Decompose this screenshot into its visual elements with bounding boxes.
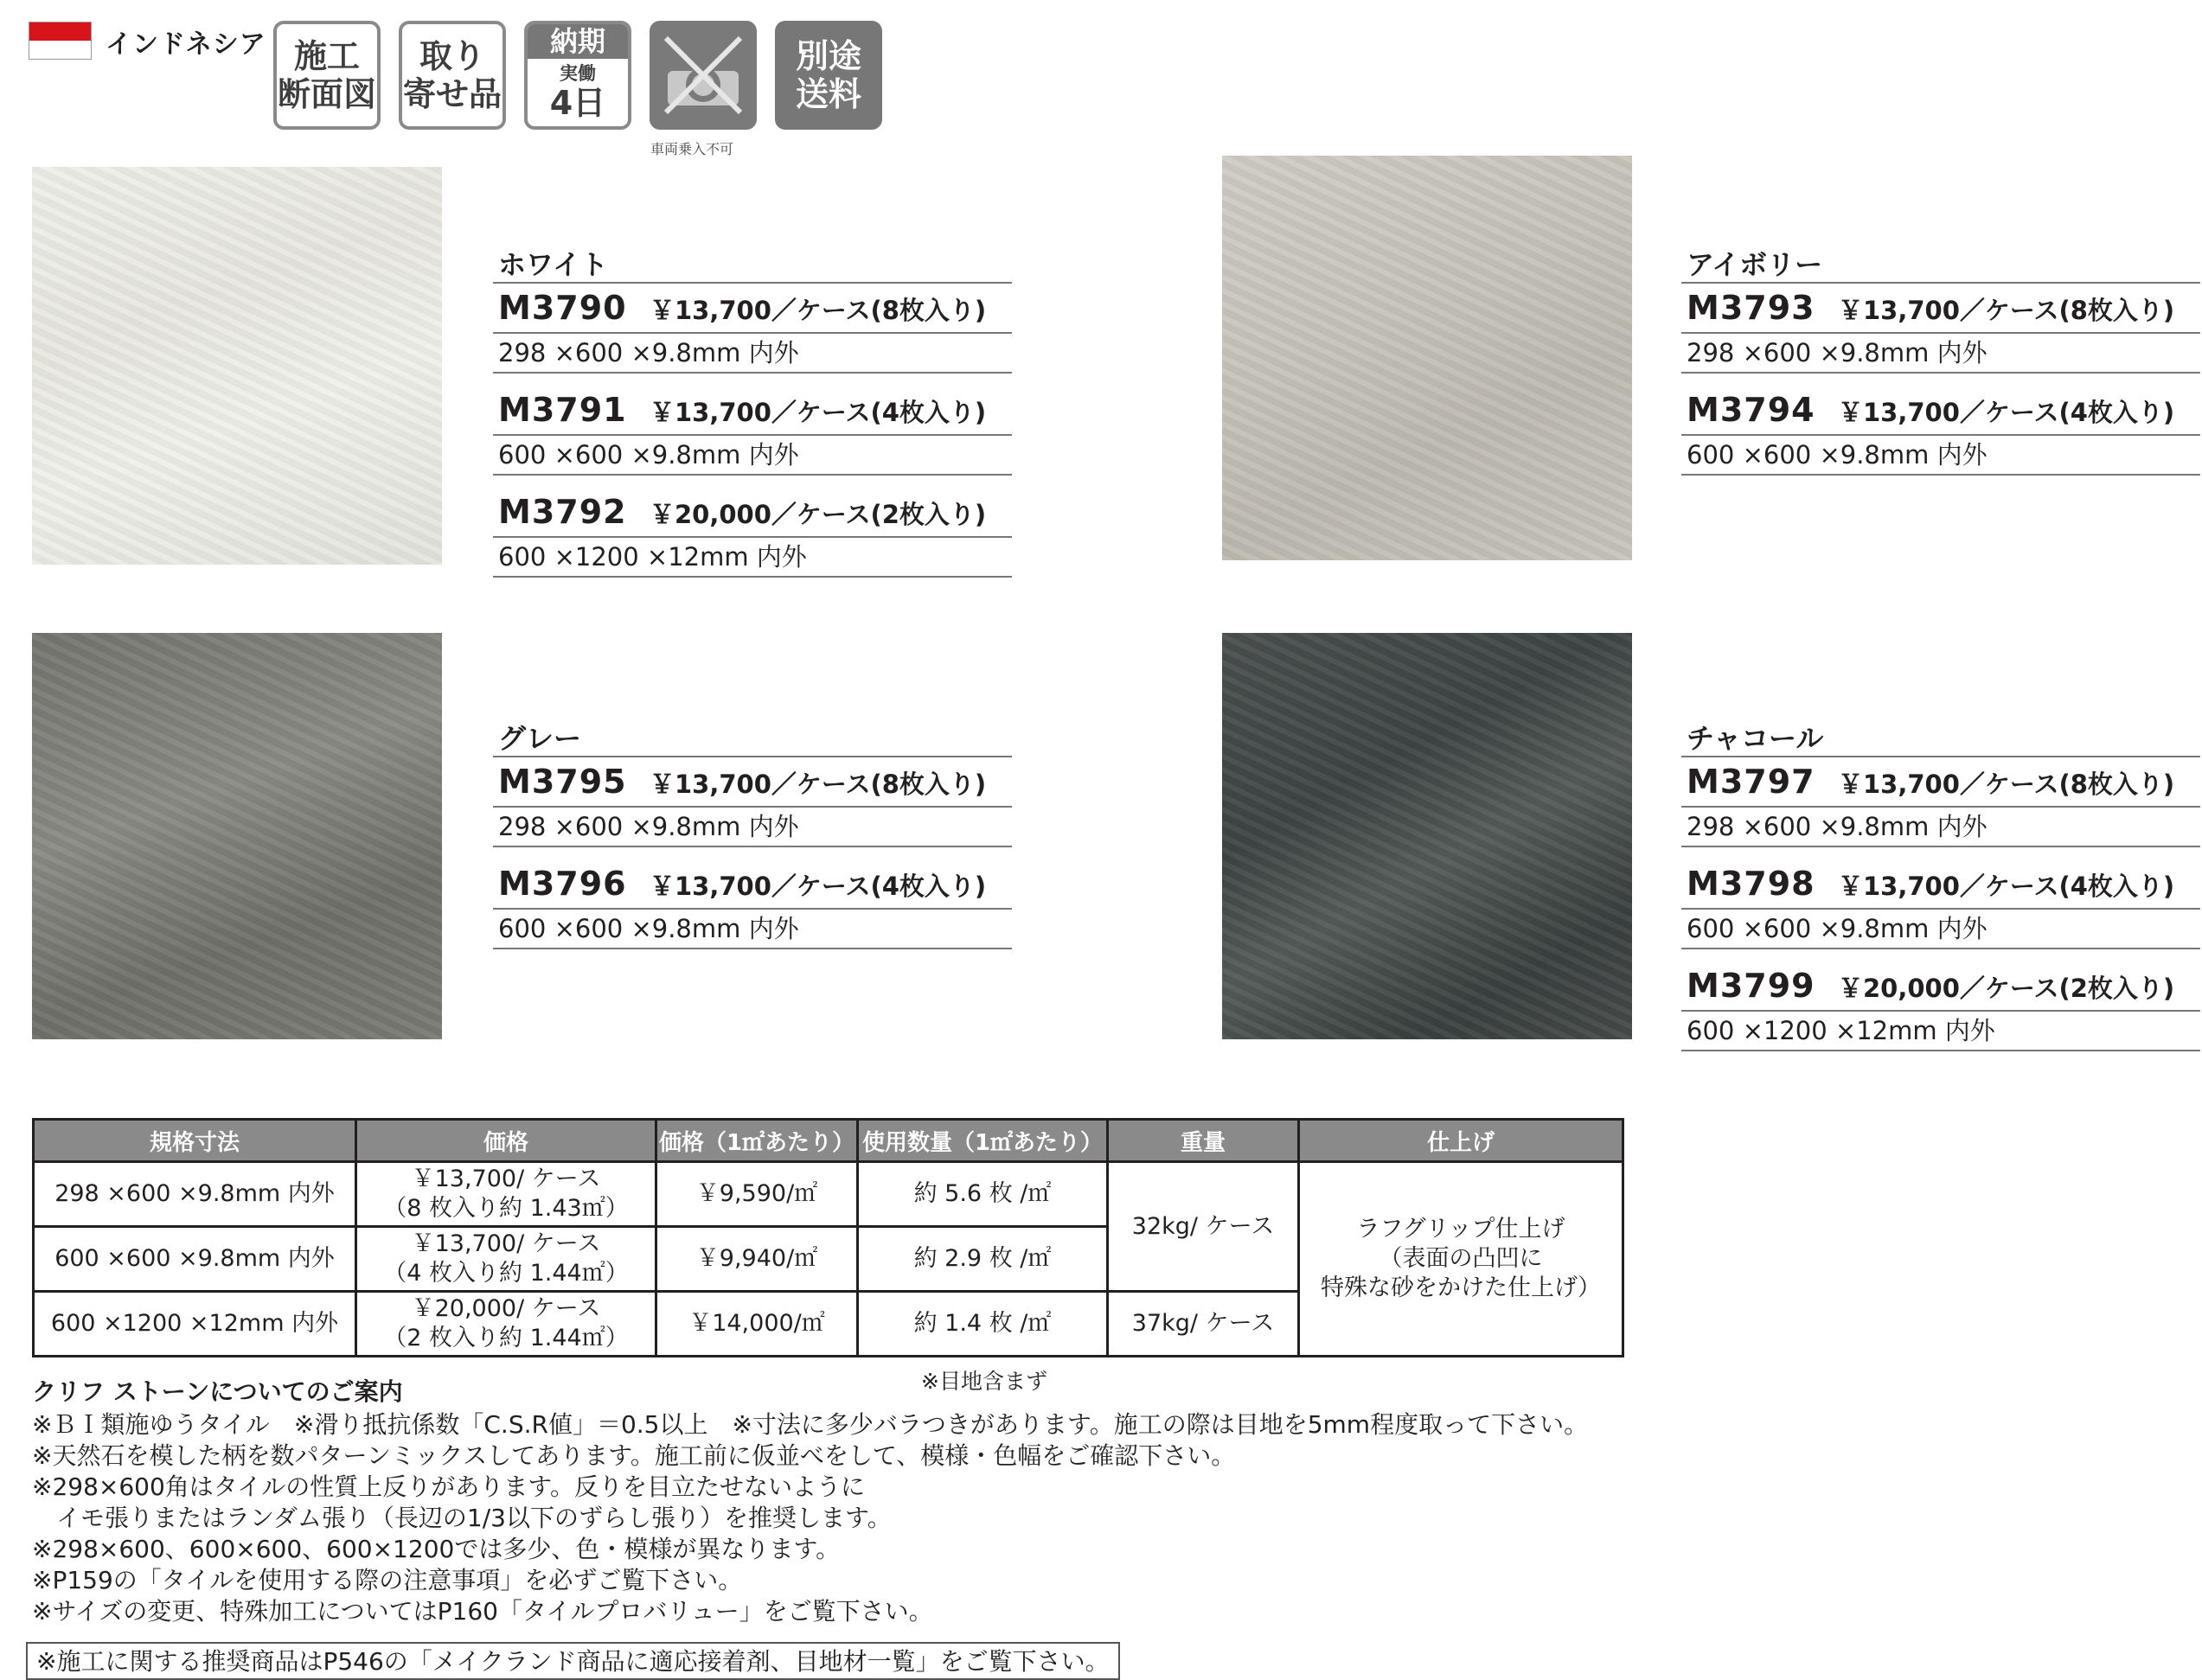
- product-price: ￥13,700／ケース(4枚入り): [650, 398, 987, 427]
- tile-swatch-charcoal: [1222, 633, 1632, 1039]
- col-header-quantity: 使用数量（1㎡あたり）: [858, 1120, 1108, 1162]
- color-name: ホワイト: [493, 247, 1012, 284]
- note-line: イモ張りまたはランダム張り（長辺の1/3以下のずらし張り）を推奨します。: [32, 1504, 892, 1532]
- country-of-origin: インドネシア: [106, 29, 266, 60]
- product-price: ￥13,700／ケース(4枚入り): [1838, 872, 2175, 901]
- cell-price: [356, 1292, 656, 1357]
- badge-construction-section: [273, 21, 381, 130]
- product-row: [493, 488, 1012, 538]
- col-header-finish: 仕上げ: [1299, 1120, 1623, 1162]
- product-size: 600 ×600 ×9.8mm 内外: [1681, 910, 2200, 949]
- product-row: [1681, 284, 2200, 334]
- badge-line: 送料: [795, 75, 861, 113]
- col-header-price-per-m2: 価格（1㎡あたり）: [656, 1120, 858, 1162]
- notes-list: [32, 1409, 1588, 1627]
- cell-price-line: （2 枚入り約 1.44㎡）: [383, 1325, 629, 1351]
- product-price: ￥13,700／ケース(8枚入り): [1838, 296, 2175, 325]
- table-row: [34, 1162, 1623, 1227]
- indonesia-flag-icon: [29, 22, 92, 60]
- cell-size: 298 ×600 ×9.8mm 内外: [34, 1162, 356, 1227]
- cell-price-per-m2: ￥9,940/㎡: [656, 1227, 858, 1292]
- note-line: ※ＢＩ類施ゆうタイル ※滑り抵抗係数「C.S.R値」＝0.5以上 ※寸法に多少バラつきがあります。施工の際は目地を5mm程度取って下さい。: [32, 1410, 1589, 1439]
- cell-quantity: 約 5.6 枚 /㎡: [858, 1162, 1108, 1227]
- cell-price-line: ￥13,700/ ケース: [411, 1166, 601, 1192]
- product-code: M3791: [498, 391, 627, 429]
- tile-swatch-ivory: [1222, 156, 1632, 560]
- product-size: 298 ×600 ×9.8mm 内外: [1681, 808, 2200, 847]
- note-line: ※298×600角はタイルの性質上反りがあります。反りを目立たせないように: [32, 1472, 866, 1501]
- finish-line: （表面の凸凹に: [1379, 1245, 1543, 1272]
- product-row: [1681, 961, 2200, 1012]
- product-code: M3798: [1687, 865, 1815, 903]
- table-footnote: ※目地含まず: [921, 1369, 1047, 1394]
- product-row: [493, 757, 1012, 808]
- badge-line: 取り: [419, 37, 485, 75]
- product-group-white: [493, 247, 1012, 590]
- badge-delivery-days-value: 4日: [549, 84, 606, 122]
- cell-price-line: ￥20,000/ ケース: [411, 1295, 601, 1322]
- product-price: ￥13,700／ケース(8枚入り): [650, 770, 987, 799]
- note-line: ※P159の「タイルを使用する際の注意事項」を必ずご覧下さい。: [32, 1566, 743, 1594]
- product-row: [1681, 859, 2200, 910]
- product-price: ￥13,700／ケース(4枚入り): [650, 872, 987, 901]
- cell-price-per-m2: ￥9,590/㎡: [656, 1162, 858, 1227]
- product-row: [493, 859, 1012, 910]
- cell-price: [356, 1162, 656, 1227]
- no-vehicle-caption: 車両乗入不可: [650, 141, 734, 157]
- col-header-size: 規格寸法: [34, 1120, 356, 1162]
- cell-quantity: 約 1.4 枚 /㎡: [858, 1292, 1108, 1357]
- badge-delivery-sub: 実働: [560, 63, 596, 84]
- badge-line: 断面図: [277, 75, 376, 113]
- cell-price-line: ￥13,700/ ケース: [411, 1230, 601, 1257]
- note-line: ※サイズの変更、特殊加工についてはP160「タイルプロバリュー」をご覧下さい。: [32, 1597, 933, 1626]
- notes-title: クリフ ストーンについてのご案内: [32, 1377, 403, 1406]
- product-code: M3796: [498, 865, 627, 903]
- product-code: M3795: [498, 763, 627, 801]
- note-line: ※298×600、600×600、600×1200では多少、色・模様が異なります。: [32, 1535, 841, 1563]
- product-price: ￥20,000／ケース(2枚入り): [650, 500, 987, 529]
- boxed-note: ※施工に関する推奨商品はP546の「メイクランド商品に適応接着剤、目地材一覧」をご覧下さい。: [26, 1642, 1120, 1680]
- badge-line: 別途: [795, 37, 861, 75]
- product-price: ￥13,700／ケース(8枚入り): [650, 296, 987, 325]
- flag-red-band: [29, 22, 91, 41]
- badge-line: 施工: [293, 37, 360, 75]
- cell-price-line: （4 枚入り約 1.44㎡）: [383, 1260, 629, 1287]
- product-code: M3792: [498, 493, 627, 531]
- product-row: [493, 386, 1012, 436]
- flag-white-band: [29, 41, 91, 59]
- product-row: [1681, 757, 2200, 808]
- badge-order-item: [399, 21, 506, 130]
- cell-size: 600 ×600 ×9.8mm 内外: [34, 1227, 356, 1292]
- product-code: M3794: [1687, 391, 1815, 429]
- note-line: ※天然石を模した柄を数パターンミックスしてあります。施工前に仮並べをして、模様・色幅をご確認下さい。: [32, 1441, 1236, 1470]
- cell-price: [356, 1227, 656, 1292]
- table-header-row: [34, 1120, 1623, 1162]
- spec-table: [32, 1118, 1624, 1357]
- cell-price-line: （8 枚入り約 1.43㎡）: [383, 1195, 629, 1222]
- product-price: ￥13,700／ケース(4枚入り): [1838, 398, 2175, 427]
- product-price: ￥20,000／ケース(2枚入り): [1838, 974, 2175, 1003]
- cell-price-per-m2: ￥14,000/㎡: [656, 1292, 858, 1357]
- col-header-weight: 重量: [1108, 1120, 1299, 1162]
- product-code: M3799: [1687, 967, 1815, 1005]
- badge-separate-shipping: [775, 21, 882, 130]
- cell-finish: [1299, 1162, 1623, 1357]
- no-vehicle-icon: [650, 21, 757, 130]
- product-size: 298 ×600 ×9.8mm 内外: [493, 808, 1012, 847]
- product-size: 600 ×1200 ×12mm 内外: [493, 538, 1012, 578]
- badge-delivery-days: [524, 21, 631, 130]
- badge-line: 寄せ品: [402, 75, 502, 113]
- product-size: 298 ×600 ×9.8mm 内外: [493, 334, 1012, 374]
- product-group-ivory: [1681, 247, 2200, 488]
- cell-size: 600 ×1200 ×12mm 内外: [34, 1292, 356, 1357]
- product-code: M3790: [498, 289, 627, 327]
- tile-swatch-grey: [32, 633, 442, 1039]
- product-price: ￥13,700／ケース(8枚入り): [1838, 770, 2175, 799]
- product-code: M3797: [1687, 763, 1815, 801]
- product-size: 298 ×600 ×9.8mm 内外: [1681, 334, 2200, 374]
- product-group-grey: [493, 721, 1012, 961]
- color-name: チャコール: [1681, 721, 2200, 757]
- color-name: グレー: [493, 721, 1012, 757]
- product-row: [1681, 386, 2200, 436]
- badge-delivery-title: 納期: [528, 24, 628, 59]
- product-size: 600 ×1200 ×12mm 内外: [1681, 1012, 2200, 1051]
- color-name: アイボリー: [1681, 247, 2200, 284]
- cell-weight: 37kg/ ケース: [1108, 1292, 1299, 1357]
- tile-swatch-white: [32, 167, 442, 565]
- finish-line: 特殊な砂をかけた仕上げ）: [1321, 1274, 1601, 1301]
- finish-line: ラフグリップ仕上げ: [1356, 1216, 1565, 1242]
- product-row: [493, 284, 1012, 334]
- product-code: M3793: [1687, 289, 1815, 327]
- col-header-price: 価格: [356, 1120, 656, 1162]
- product-size: 600 ×600 ×9.8mm 内外: [493, 436, 1012, 476]
- cell-weight: 32kg/ ケース: [1108, 1162, 1299, 1292]
- product-size: 600 ×600 ×9.8mm 内外: [1681, 436, 2200, 476]
- product-group-charcoal: [1681, 721, 2200, 1064]
- cell-quantity: 約 2.9 枚 /㎡: [858, 1227, 1108, 1292]
- product-size: 600 ×600 ×9.8mm 内外: [493, 910, 1012, 949]
